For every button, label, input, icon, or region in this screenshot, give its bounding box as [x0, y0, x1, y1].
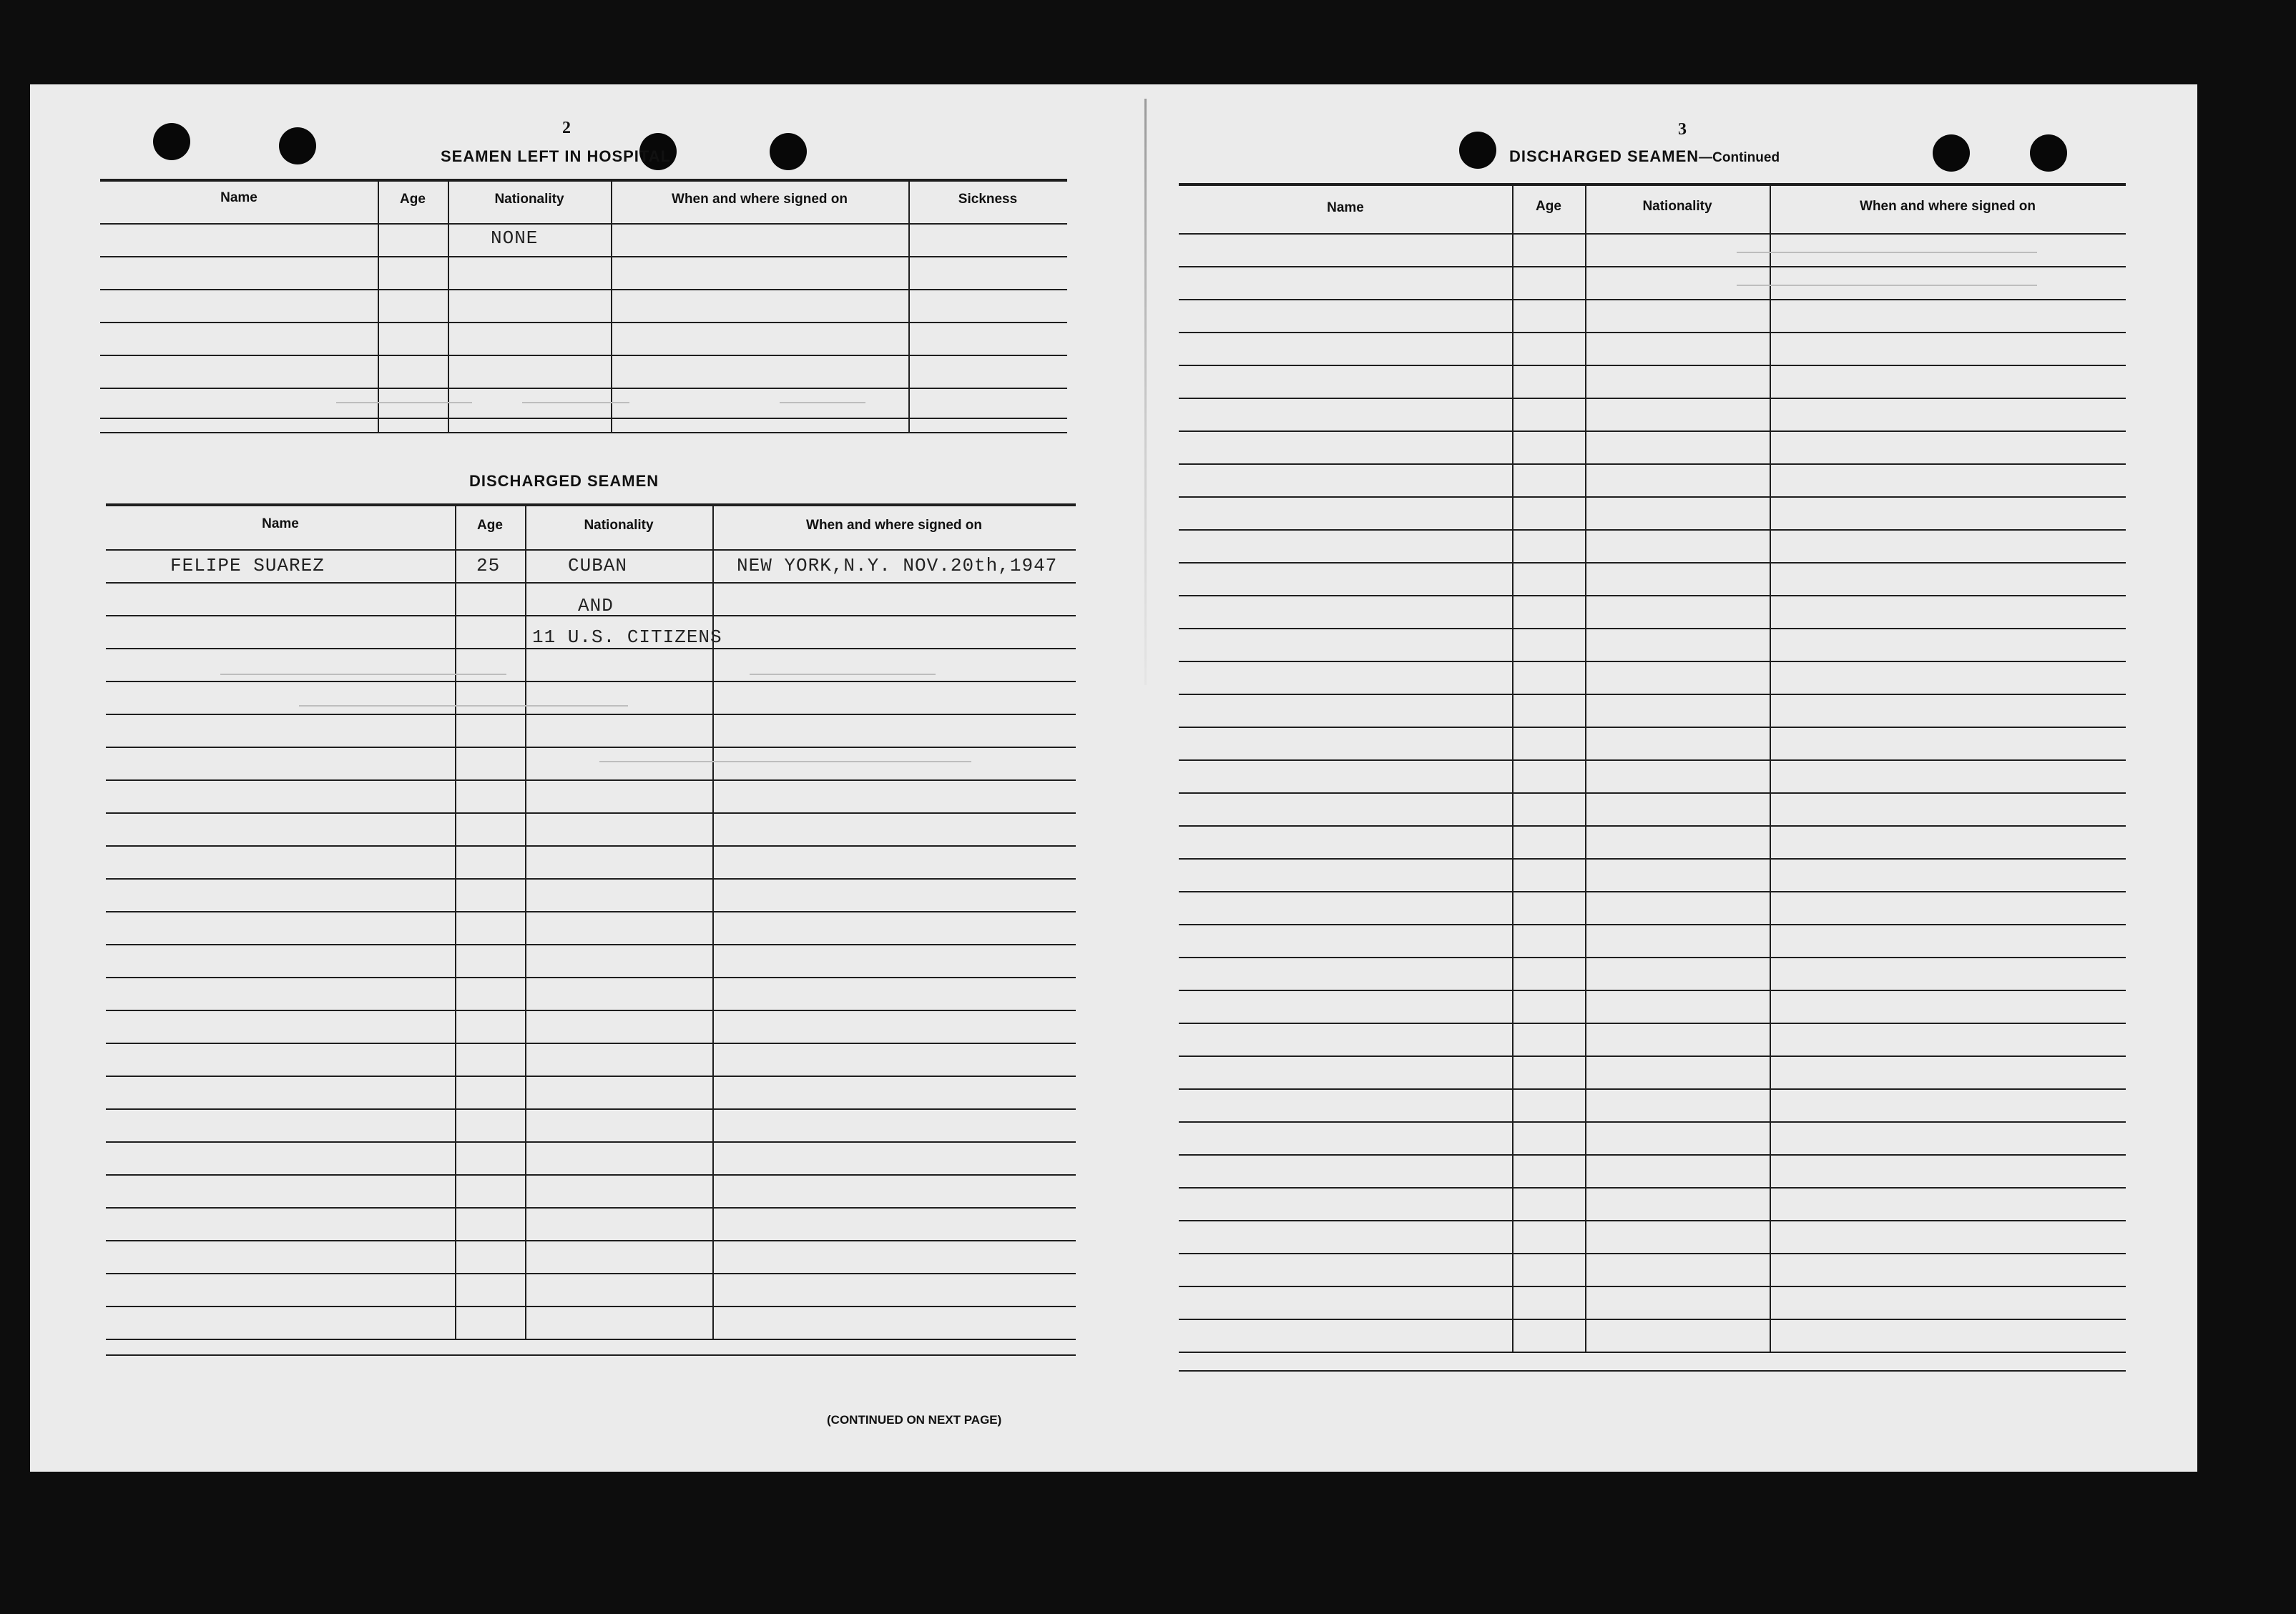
- table-rule: [100, 388, 1067, 389]
- table-rule: [1179, 694, 2126, 695]
- faded-typing: [1737, 252, 2037, 253]
- table-rule: [1179, 562, 2126, 564]
- header-age: Age: [477, 518, 503, 533]
- discharged-continued-title: [1509, 147, 1780, 166]
- discharged-section-title: DISCHARGED SEAMEN: [469, 472, 659, 490]
- table-rule: [1179, 727, 2126, 728]
- header-age: Age: [1536, 199, 1561, 214]
- right-page: [1146, 84, 2197, 1472]
- binder-hole: [2030, 134, 2067, 172]
- header-signed-on: When and where signed on: [672, 192, 848, 207]
- table-rule: [106, 648, 1076, 649]
- table-rule: [1179, 1370, 2126, 1372]
- table-rule: [1179, 233, 2126, 235]
- table-rule: [1179, 595, 2126, 596]
- table-rule: [1179, 792, 2126, 794]
- header-nationality: Nationality: [584, 518, 654, 533]
- table-rule: [106, 714, 1076, 715]
- cell-signed-on: NEW YORK,N.Y. NOV.20th,1947: [737, 555, 1058, 576]
- table-rule: [106, 1306, 1076, 1307]
- title-text: DISCHARGED SEAMEN: [1509, 147, 1699, 165]
- discharged-table: [106, 503, 1076, 1419]
- table-rule: [1179, 825, 2126, 827]
- column-divider: [1770, 183, 1771, 1352]
- column-divider: [455, 503, 456, 1339]
- discharged-continued-table: [1179, 183, 2126, 1413]
- table-rule: [106, 1354, 1076, 1356]
- table-rule: [1179, 858, 2126, 860]
- table-rule: [1179, 496, 2126, 498]
- table-rule: [106, 779, 1076, 781]
- table-rule: [1179, 990, 2126, 991]
- table-rule: [106, 1076, 1076, 1077]
- table-rule: [100, 322, 1067, 323]
- header-name: Name: [1327, 200, 1364, 215]
- faded-typing: [780, 402, 865, 403]
- table-rule: [1179, 332, 2126, 333]
- document-sheet: [30, 84, 2197, 1472]
- cell-nationality: CUBAN: [568, 555, 628, 576]
- table-rule: [1179, 1121, 2126, 1123]
- faded-typing: [220, 674, 506, 675]
- title-suffix: —Continued: [1699, 150, 1780, 165]
- table-rule: [106, 1207, 1076, 1209]
- table-rule: [1179, 759, 2126, 761]
- header-name: Name: [262, 516, 299, 531]
- table-rule: [106, 681, 1076, 682]
- header-sickness: Sickness: [958, 192, 1018, 207]
- table-rule: [1179, 924, 2126, 925]
- column-divider: [378, 179, 379, 432]
- cell-nationality: 11 U.S. CITIZENS: [532, 626, 722, 648]
- cell-age: 25: [476, 555, 501, 576]
- table-rule: [106, 977, 1076, 978]
- table-rule: [1179, 1187, 2126, 1189]
- table-rule: [1179, 1088, 2126, 1090]
- table-rule: [1179, 299, 2126, 300]
- table-rule: [106, 1010, 1076, 1011]
- faded-typing: [1737, 285, 2037, 286]
- table-rule: [106, 1108, 1076, 1110]
- table-rule: [106, 812, 1076, 814]
- table-rule: [106, 1339, 1076, 1340]
- table-rule: [106, 747, 1076, 748]
- table-rule: [106, 1240, 1076, 1241]
- header-signed-on: When and where signed on: [1860, 199, 2036, 214]
- table-rule: [100, 256, 1067, 257]
- column-divider: [525, 503, 526, 1339]
- binder-hole: [1459, 132, 1496, 169]
- continued-note: (CONTINUED ON NEXT PAGE): [827, 1413, 1002, 1427]
- table-rule: [106, 1043, 1076, 1044]
- table-rule: [100, 432, 1067, 433]
- binder-hole: [1933, 134, 1970, 172]
- column-divider: [1512, 183, 1514, 1352]
- column-divider: [1585, 183, 1586, 1352]
- table-rule: [106, 503, 1076, 506]
- hospital-section-title: SEAMEN LEFT IN HOSPITAL: [441, 147, 672, 165]
- column-divider: [611, 179, 612, 432]
- binder-hole: [153, 123, 190, 160]
- faded-typing: [522, 402, 629, 403]
- cell-nationality: AND: [578, 595, 614, 616]
- faded-typing: [599, 761, 971, 762]
- table-rule: [1179, 1023, 2126, 1024]
- header-nationality: Nationality: [1642, 199, 1712, 214]
- table-rule: [1179, 365, 2126, 366]
- table-rule: [106, 582, 1076, 584]
- table-rule: [1179, 430, 2126, 432]
- table-rule: [1179, 398, 2126, 399]
- table-rule: [1179, 1352, 2126, 1353]
- cell-name: FELIPE SUAREZ: [170, 555, 325, 576]
- cell-nationality: NONE: [491, 227, 539, 249]
- table-rule: [100, 355, 1067, 356]
- binder-hole: [279, 127, 316, 164]
- table-rule: [1179, 957, 2126, 958]
- table-rule: [100, 179, 1067, 182]
- table-rule: [106, 944, 1076, 945]
- binder-hole: [770, 133, 807, 170]
- table-rule: [106, 911, 1076, 912]
- table-rule: [100, 289, 1067, 290]
- faded-typing: [299, 705, 628, 707]
- page-number: 3: [1678, 120, 1687, 139]
- table-rule: [106, 1273, 1076, 1274]
- table-rule: [1179, 628, 2126, 629]
- faded-typing: [750, 674, 936, 675]
- table-rule: [100, 223, 1067, 225]
- table-rule: [1179, 529, 2126, 531]
- table-rule: [1179, 1220, 2126, 1221]
- table-rule: [1179, 1319, 2126, 1320]
- table-rule: [100, 418, 1067, 419]
- table-rule: [1179, 266, 2126, 267]
- table-rule: [1179, 463, 2126, 465]
- header-nationality: Nationality: [494, 192, 564, 207]
- column-divider: [448, 179, 449, 432]
- table-rule: [1179, 661, 2126, 662]
- column-divider: [908, 179, 910, 432]
- faded-typing: [336, 402, 472, 403]
- table-rule: [1179, 183, 2126, 186]
- left-page: [30, 84, 1146, 1472]
- header-signed-on: When and where signed on: [806, 518, 982, 533]
- table-rule: [1179, 1286, 2126, 1287]
- table-rule: [106, 845, 1076, 847]
- header-age: Age: [400, 192, 426, 207]
- table-rule: [1179, 1154, 2126, 1156]
- table-rule: [1179, 1253, 2126, 1254]
- table-rule: [1179, 1056, 2126, 1057]
- table-rule: [106, 1174, 1076, 1176]
- table-rule: [106, 878, 1076, 880]
- table-rule: [106, 1141, 1076, 1143]
- header-name: Name: [220, 190, 257, 205]
- hospital-table: [100, 179, 1067, 551]
- table-rule: [106, 549, 1076, 551]
- table-rule: [1179, 891, 2126, 892]
- page-number: 2: [562, 119, 571, 137]
